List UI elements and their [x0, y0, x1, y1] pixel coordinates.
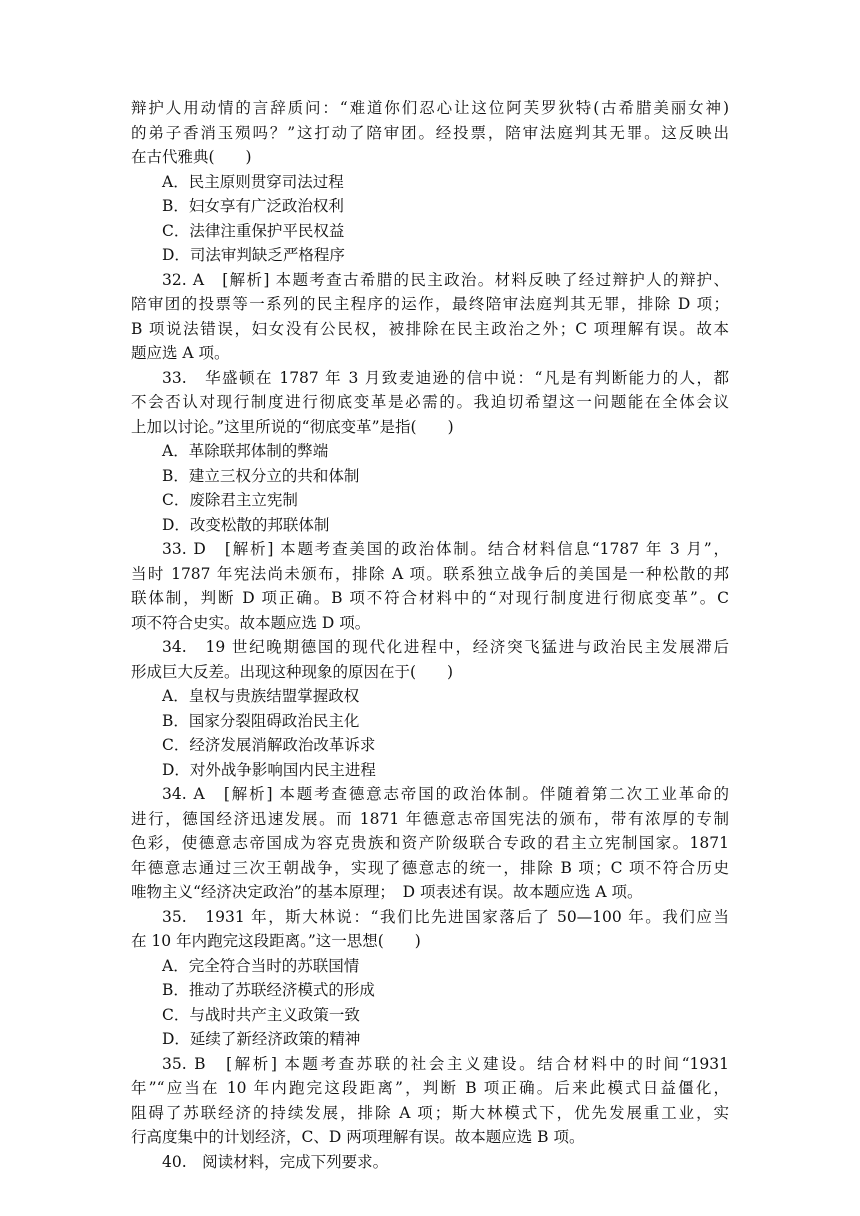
answer-option-line: C．与战时共产主义政策一致: [162, 1005, 360, 1024]
answer-option-line: B．建立三权分立的共和体制: [162, 466, 360, 485]
answer-option-line: C．法律注重保护平民权益: [162, 221, 345, 240]
text-line: 33. 华盛顿在 1787 年 3 月致麦迪逊的信中说：“凡是有判断能力的人，都: [162, 368, 729, 387]
answer-option-line: D．对外战争影响国内民主进程: [162, 760, 376, 779]
text-line: 行高度集中的计划经济，C、D 两项理解有误。故本题应选 B 项。: [131, 1128, 585, 1146]
text-line: 的弟子香消玉殒吗？”这打动了陪审团。经投票，陪审法庭判其无罪。这反映出: [131, 123, 729, 142]
answer-option-line: A．皇权与贵族结盟掌握政权: [162, 687, 360, 705]
document-page: [131, 96, 729, 1174]
answer-option-line: B．妇女享有广泛政治权利: [162, 197, 344, 215]
answer-option-line: A．完全符合当时的苏联国情: [162, 956, 360, 975]
text-line: 32. A [解析] 本题考查古希腊的民主政治。材料反映了经过辩护人的辩护、: [162, 270, 729, 289]
text-line: 34. A [解析] 本题考查德意志帝国的政治体制。伴随着第二次工业革命的: [162, 785, 729, 803]
text-line: 辩护人用动情的言辞质问：“难道你们忍心让这位阿芙罗狄特(古希腊美丽女神): [131, 99, 729, 117]
text-line: 不会否认对现行制度进行彻底变革是必需的。我迫切希望这一问题能在全体会议: [131, 393, 729, 411]
text-line: 年”“应当在 10 年内跑完这段距离”，判断 B 项正确。后来此模式日益僵化，: [131, 1079, 729, 1097]
answer-option-line: D．改变松散的邦联体制: [162, 515, 330, 534]
text-line: 项不符合史实。故本题应选 D 项。: [131, 613, 371, 632]
answer-option-line: A．革除联邦体制的弊端: [162, 442, 329, 460]
text-line: 色彩，使德意志帝国成为容克贵族和资产阶级联合专政的君主立宪制国家。1871: [131, 834, 729, 852]
text-line: 阻碍了苏联经济的持续发展，排除 A 项；斯大林模式下，优先发展重工业，实: [131, 1103, 729, 1122]
answer-option-line: C．废除君主立宪制: [162, 491, 298, 509]
answer-option-line: B．国家分裂阻碍政治民主化: [162, 711, 360, 730]
text-line: 形成巨大反差。出现这种现象的原因在于( ): [131, 662, 454, 681]
text-line: 唯物主义“经济决定政治”的基本原理； D 项表述有误。故本题应选 A 项。: [131, 883, 643, 901]
answer-option-line: B．推动了苏联经济模式的形成: [162, 981, 375, 999]
text-line: 进行，德国经济迅速发展。而 1871 年德意志帝国宪法的颁布，带有浓厚的专制: [131, 809, 729, 828]
text-line: 35. 1931 年，斯大林说：“我们比先进国家落后了 50—100 年。我们应当: [162, 907, 729, 926]
text-line: 联体制，判断 D 项正确。B 项不符合材料中的“对现行制度进行彻底变革”。C: [131, 589, 729, 607]
text-line: 上加以讨论。”这里所说的“彻底变革”是指( ): [131, 417, 454, 436]
text-line: 在古代雅典( ): [131, 148, 252, 166]
answer-option-line: A．民主原则贯穿司法过程: [162, 172, 344, 191]
text-line: 40. 阅读材料，完成下列要求。: [162, 1152, 389, 1171]
text-line: 题应选 A 项。: [131, 344, 230, 362]
text-line: B 项说法错误，妇女没有公民权，被排除在民主政治之外；C 项理解有误。故本: [131, 319, 729, 338]
text-line: 陪审团的投票等一系列的民主程序的运作，最终陪审法庭判其无罪，排除 D 项；: [131, 295, 729, 313]
text-line: 在 10 年内跑完这段距离。”这一思想( ): [131, 932, 421, 950]
text-line: 35. B [解析] 本题考查苏联的社会主义建设。结合材料中的时间“1931: [162, 1054, 729, 1073]
text-line: 年德意志通过三次王朝战争，实现了德意志的统一，排除 B 项；C 项不符合历史: [131, 858, 729, 877]
text-line: 34. 19 世纪晚期德国的现代化进程中，经济突飞猛进与政治民主发展滞后: [162, 638, 729, 656]
text-line: 当时 1787 年宪法尚未颁布，排除 A 项。联系独立战争后的美国是一种松散的邦: [131, 564, 729, 583]
answer-option-line: D．司法审判缺乏严格程序: [162, 246, 345, 264]
answer-option-line: C．经济发展消解政治改革诉求: [162, 736, 376, 754]
answer-option-line: D．延续了新经济政策的精神: [162, 1030, 361, 1048]
text-line: 33. D [解析] 本题考查美国的政治体制。结合材料信息“1787 年 3 月”，: [162, 540, 729, 558]
